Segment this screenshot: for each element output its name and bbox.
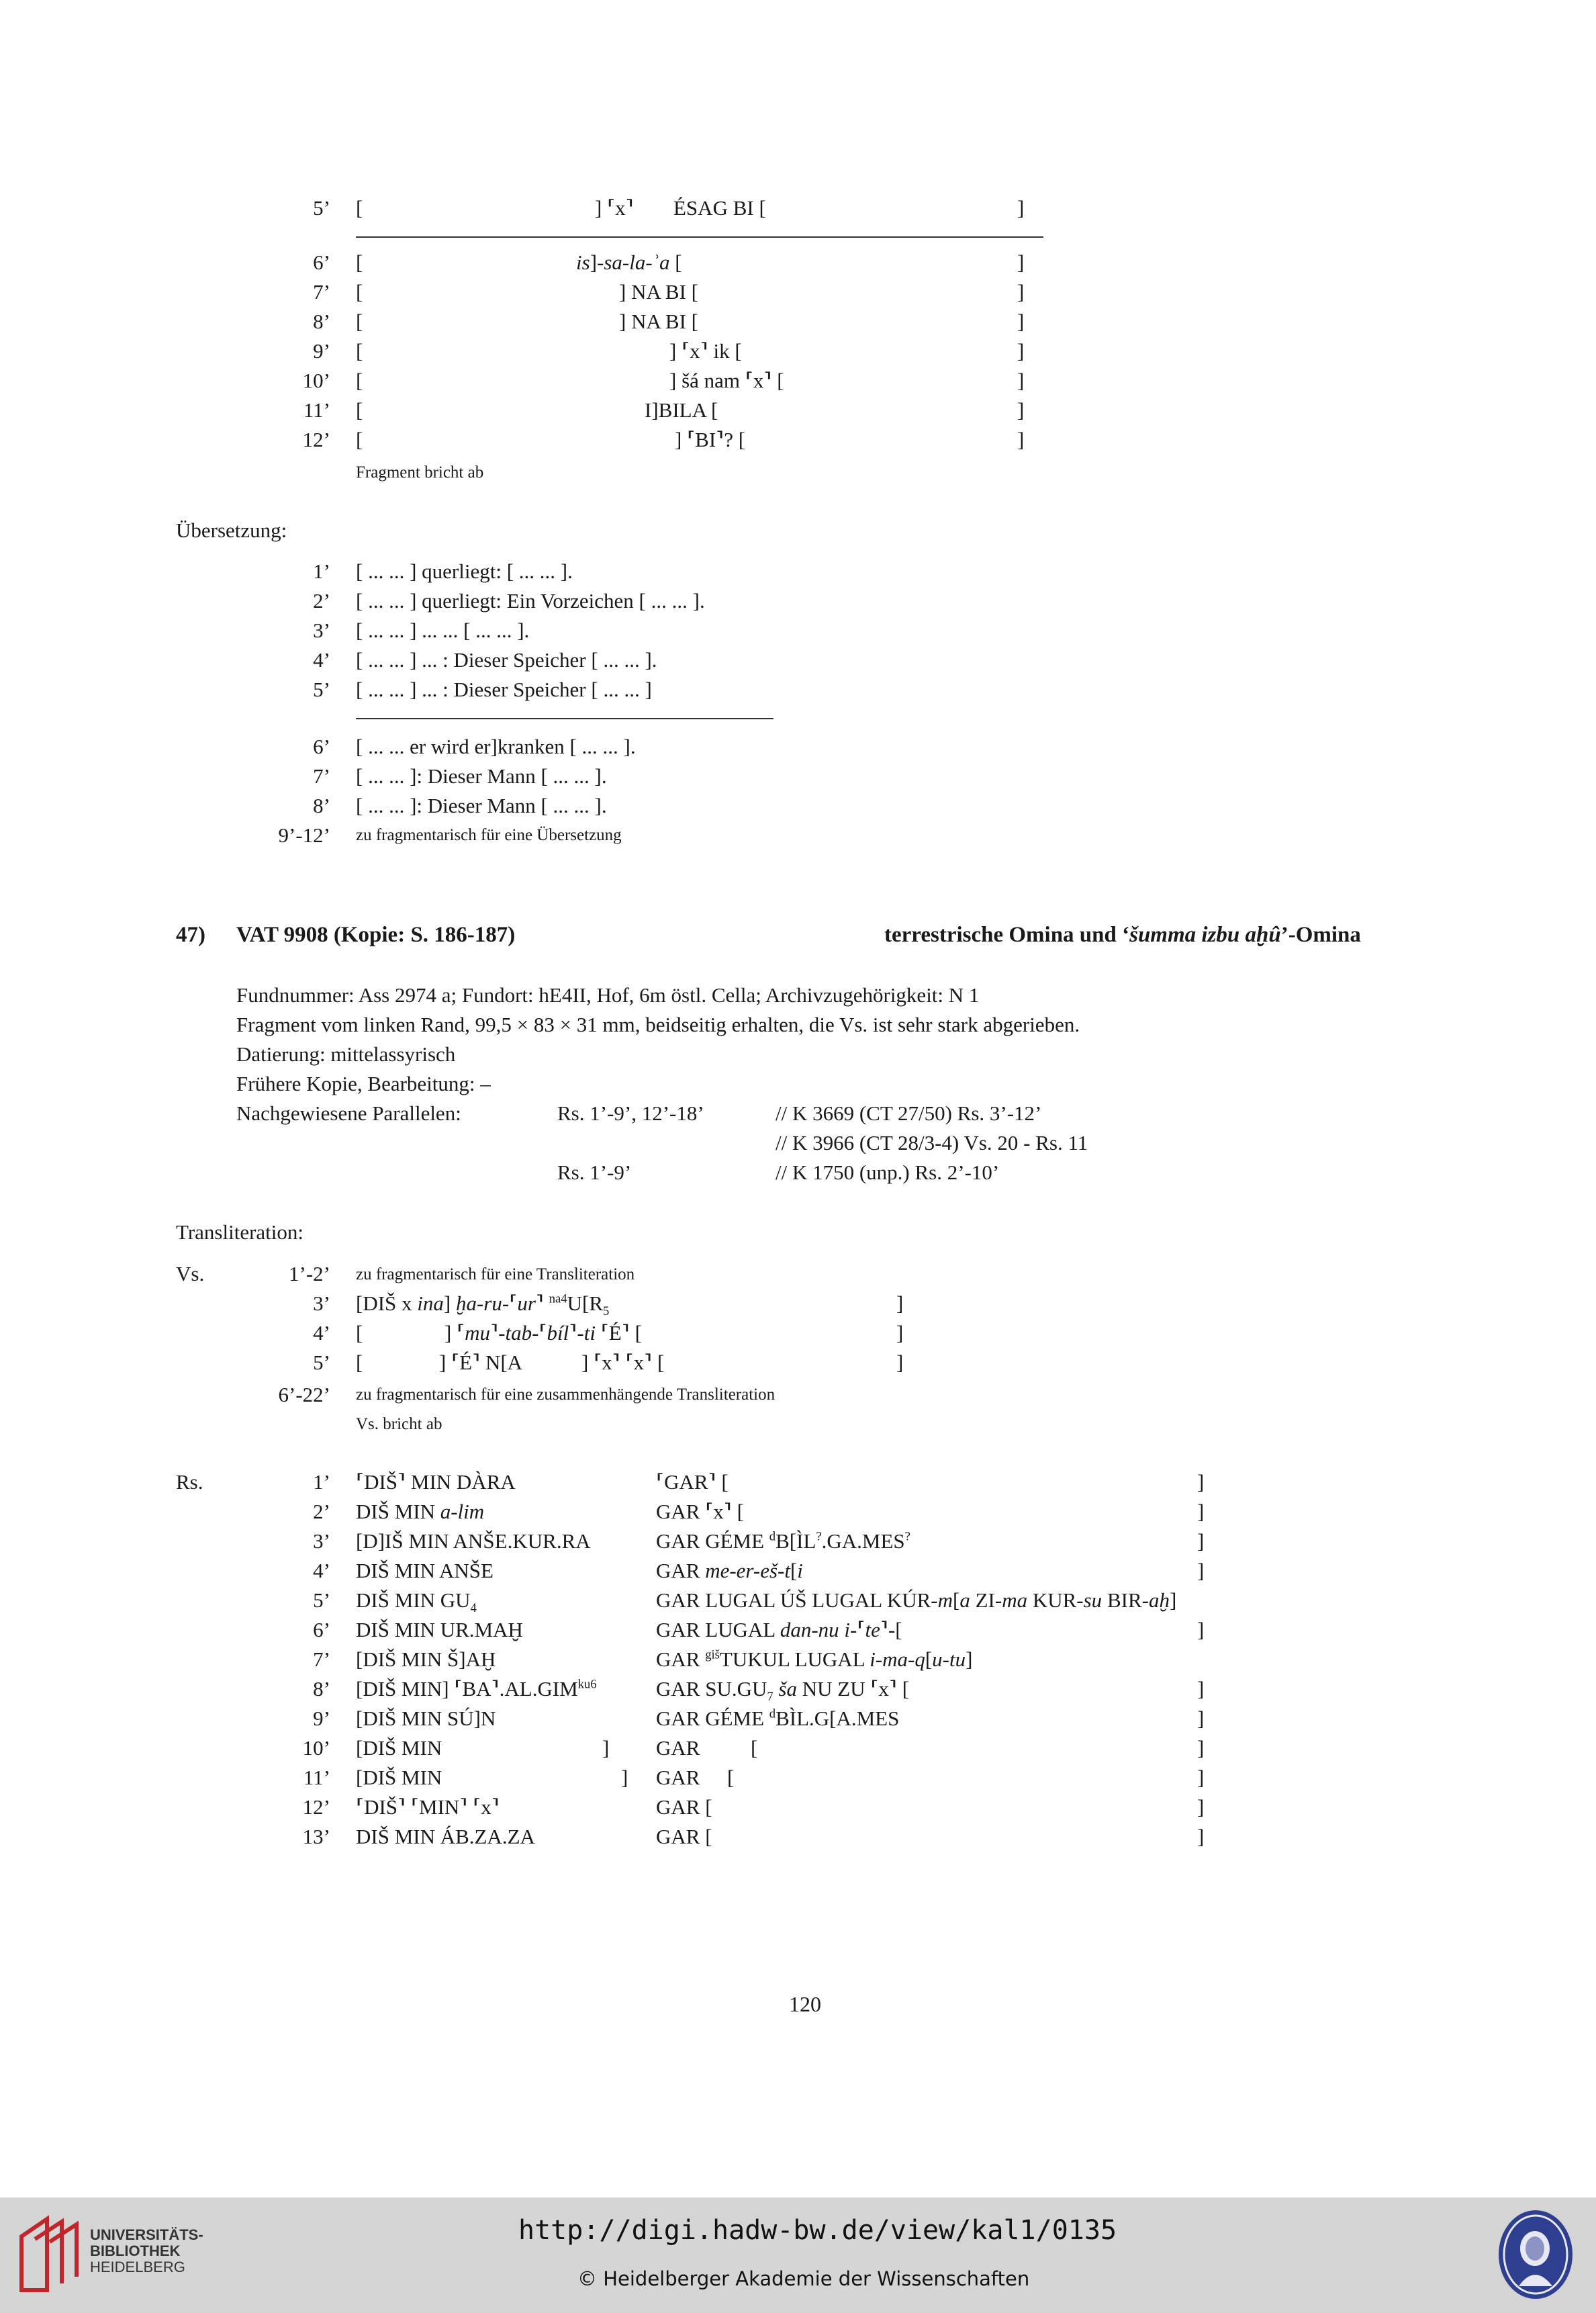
line-number: 11’ [303,1766,330,1789]
translation-line: [ ... ... ] querliegt: [ ... ... ]. [356,559,573,583]
fragment-text: ] NA BI [ [619,310,698,333]
bracket-close: ] [1197,1766,1205,1789]
bracket-close: ] [1017,196,1025,220]
bracket-close: ] [1017,428,1025,451]
metadata-line: Fragment vom linken Rand, 99,5 × 83 × 31 mm, beidseitig erhalten, die Vs. ist sehr stark abgerieben. [236,1013,1080,1036]
fragment-text: is]-sa-la-ʾa [ [576,251,682,274]
translit-line: GAR me-er-eš-t[i [656,1559,803,1582]
bracket-close: ] [1197,1618,1205,1641]
parallel-range: Rs. 1’-9’, 12’-18’ [557,1101,704,1125]
bracket-open: [ [356,1351,363,1374]
translit-line: DIŠ MIN ANŠE [356,1559,494,1582]
line-number: 3’ [313,619,330,642]
bracket-close: ] [1197,1736,1205,1760]
translit-line: GAR LUGAL dan-nu i-⸢te⸣-[ [656,1618,902,1641]
library-name: UNIVERSITÄTS- [90,2226,203,2243]
translation-line: [ ... ... ] querliegt: Ein Vorzeichen [ ... ... ]. [356,589,705,613]
translit-line: GAR ⸢x⸣ [ [656,1500,744,1523]
entry-genre [884,920,1361,950]
bracket-close: ] [1197,1470,1205,1494]
translit-line: ⸢DIŠ⸣ MIN DÀRA [356,1470,516,1494]
translit-line: ] ⸢mu⸣-tab-⸢bíl⸣-ti ⸢É⸣ [ [444,1321,642,1345]
bracket-close: ] [1017,280,1025,304]
bracket-close: ] [1197,1559,1205,1582]
bracket-close: ] [602,1736,610,1760]
entry-title: VAT 9908 (Kopie: S. 186-187) [236,923,516,947]
translit-line: ⸢GAR⸣ [ [656,1470,729,1494]
side-label-reverse: Rs. [176,1470,203,1494]
translit-note: Vs. bricht ab [356,1415,442,1433]
translation-line: [ ... ... ] ... ... [ ... ... ]. [356,619,530,642]
line-number: 9’-12’ [278,823,330,847]
translation-note: zu fragmentarisch für eine Übersetzung [356,826,622,844]
section-divider [356,718,773,719]
line-number: 9’ [313,1707,330,1730]
line-number: 5’ [313,1351,330,1374]
line-number: 1’ [313,559,330,583]
line-number: 8’ [313,1677,330,1700]
translit-line: GAR LUGAL ÚŠ LUGAL KÚR-m[a ZI-ma KUR-su BIR-aḫ] [656,1588,1177,1612]
translit-line: ] ⸢É⸣ N[A [439,1351,523,1374]
line-number: 9’ [313,339,330,363]
line-number: 8’ [313,794,330,817]
metadata-line: Fundnummer: Ass 2974 a; Fundort: hE4II, Hof, 6m östl. Cella; Archivzugehörigkeit: N 1 [236,983,980,1007]
footer-bar [0,2197,1596,2313]
fragment-text: ] šá nam ⸢x⸣ [ [669,369,784,392]
translit-line: DIŠ MIN $GU_4$ [356,1588,477,1616]
genre-text: terrestrische Omina und ‘ [884,923,1130,947]
bracket-open: [ [356,428,363,451]
translit-line: [DIŠ MIN [356,1766,442,1789]
translit-line: [DIŠ MIN Š]AḪ [356,1647,496,1671]
translit-line: [DIŠ MIN] $⸢BA⸣.AL.GIM^{ku6}$ [356,1677,597,1700]
line-number: 12’ [302,428,330,451]
bracket-close: ] [1017,310,1025,333]
translation-line: [ ... ... ] ... : Dieser Speicher [ ... ... ] [356,678,652,701]
translit-line: DIŠ MIN UR.MAḪ [356,1618,523,1641]
line-number: 5’ [313,1588,330,1612]
line-number: 10’ [302,369,330,392]
genre-italic: šumma izbu aḫû [1129,923,1281,947]
parallel-reference: // K 1750 (unp.) Rs. 2’-10’ [776,1161,1000,1184]
bracket-close: ] [1017,339,1025,363]
transliteration-heading: Transliteration: [176,1220,304,1244]
bracket-open: [ [356,280,363,304]
line-number: 8’ [313,310,330,333]
line-number: 3’ [313,1529,330,1553]
library-logo-icon[interactable] [15,2210,82,2297]
bracket-close: ] [1197,1529,1205,1553]
line-number: 4’ [313,1321,330,1345]
line-number: 6’-22’ [278,1383,330,1406]
translit-line: GAR GÉME $^d$B[ÌL?.GA.MES? [656,1529,910,1553]
line-number: 4’ [313,648,330,672]
translit-line: GAR $SU.GU_7$ ša NU ZU ⸢x⸣ [ [656,1677,910,1705]
bracket-open: [ [356,339,363,363]
bracket-open: [ [751,1736,758,1760]
translation-line: [ ... ... ]: Dieser Mann [ ... ... ]. [356,794,607,817]
bracket-close: ] [1017,251,1025,274]
line-number: 7’ [313,764,330,788]
bracket-open: [ [356,251,363,274]
line-number: 6’ [313,735,330,758]
section-divider [356,236,1043,238]
translit-note: zu fragmentarisch für eine Transliteration [356,1265,635,1283]
line-number: 12’ [302,1795,330,1819]
bracket-open: [ [727,1766,735,1789]
translit-line: GAR [656,1766,700,1789]
fragment-text: ] ⸢x⸣ [595,196,634,220]
copyright-text: © Heidelberger Akademie der Wissenschaften [577,2267,1030,2290]
bracket-close: ] [896,1291,904,1315]
genre-text: ’-Omina [1280,923,1361,947]
bracket-open: [ [356,369,363,392]
academy-seal-icon[interactable] [1496,2207,1575,2302]
bracket-close: ] [621,1766,628,1789]
line-number: 6’ [313,1618,330,1641]
translit-line: [D]IŠ MIN ANŠE.KUR.RA [356,1529,591,1553]
line-number: 7’ [313,1647,330,1671]
translation-heading: Übersetzung: [176,518,287,542]
line-number: 5’ [313,678,330,701]
parallels-label: Nachgewiesene Parallelen: [236,1101,461,1125]
line-number: 5’ [313,196,330,220]
bracket-close: ] [1017,369,1025,392]
document-url-link[interactable]: http://digi.hadw-bw.de/view/kal1/0135 [518,2215,1117,2246]
library-name: HEIDELBERG [90,2259,185,2275]
line-number: 11’ [303,398,330,422]
line-number: 4’ [313,1559,330,1582]
parallel-reference: // K 3966 (CT 28/3-4) Vs. 20 - Rs. 11 [776,1131,1088,1154]
bracket-close: ] [1017,398,1025,422]
fragment-text: ] NA BI [ [619,280,698,304]
translit-line: ⸢DIŠ⸣ ⸢MIN⸣ ⸢x⸣ [356,1795,500,1819]
metadata-line: Frühere Kopie, Bearbeitung: – [236,1072,491,1095]
metadata-line: Datierung: mittelassyrisch [236,1042,456,1066]
parallel-range: Rs. 1’-9’ [557,1161,632,1184]
bracket-close: ] [896,1321,904,1345]
parallel-reference: // K 3669 (CT 27/50) Rs. 3’-12’ [776,1101,1042,1125]
line-number: 2’ [313,1500,330,1523]
bracket-close: ] [896,1351,904,1374]
line-number: 3’ [313,1291,330,1315]
bracket-close: ] [1197,1500,1205,1523]
fragment-text: ] ⸢x⸣ ik [ [669,339,742,363]
line-number: 1’ [313,1470,330,1494]
page-number: 120 [789,1992,821,2016]
line-number: 2’ [313,589,330,613]
bracket-close: ] [1197,1825,1205,1848]
translation-line: [ ... ... er wird er]kranken [ ... ... ]. [356,735,636,758]
bracket-open: [ [356,398,363,422]
translation-line: [ ... ... ] ... : Dieser Speicher [ ... ... ]. [356,648,657,672]
translit-line: [DIŠ x ina] ḫa-ru-⸢ur⸣ $^{na4}U[R_5$ [356,1291,610,1319]
bracket-close: ] [1197,1795,1205,1819]
bracket-open: [ [356,1321,363,1345]
bracket-close: ] [1197,1707,1205,1730]
translit-line: GAR [ [656,1795,712,1819]
fragment-text: ] ⸢BI⸣? [ [675,428,746,451]
fragment-note: Fragment bricht ab [356,463,484,482]
bracket-open: [ [356,310,363,333]
translit-line: GAR GÉME $^d$BÌL.G[A.MES [656,1707,900,1730]
translit-note: zu fragmentarisch für eine zusammenhängende Transliteration [356,1386,776,1404]
side-label-obverse: Vs. [176,1262,205,1285]
bracket-close: ] [1197,1677,1205,1700]
translit-line: DIŠ MIN a-lim [356,1500,485,1523]
line-number: 10’ [302,1736,330,1760]
line-number: 7’ [313,280,330,304]
translit-line: DIŠ MIN ÁB.ZA.ZA [356,1825,535,1848]
fragment-text: ÉSAG BI [ [673,196,766,220]
fragment-text: I]BILA [ [645,398,718,422]
translit-line: [DIŠ MIN SÚ]N [356,1707,496,1730]
translit-line: GAR $^{giš}$TUKUL LUGAL i-ma-q[u-tu] [656,1647,973,1671]
line-number: 13’ [302,1825,330,1848]
line-number: 1’-2’ [289,1262,330,1285]
entry-number: 47) [176,923,205,947]
translit-line: ] ⸢x⸣ ⸢x⸣ [ [581,1351,665,1374]
line-number: 6’ [313,251,330,274]
translit-line: [DIŠ MIN [356,1736,442,1760]
bracket-open: [ [356,196,363,220]
translit-line: GAR [ [656,1825,712,1848]
translit-line: GAR [656,1736,700,1760]
translation-line: [ ... ... ]: Dieser Mann [ ... ... ]. [356,764,607,788]
library-name: BIBLIOTHEK [90,2242,181,2259]
